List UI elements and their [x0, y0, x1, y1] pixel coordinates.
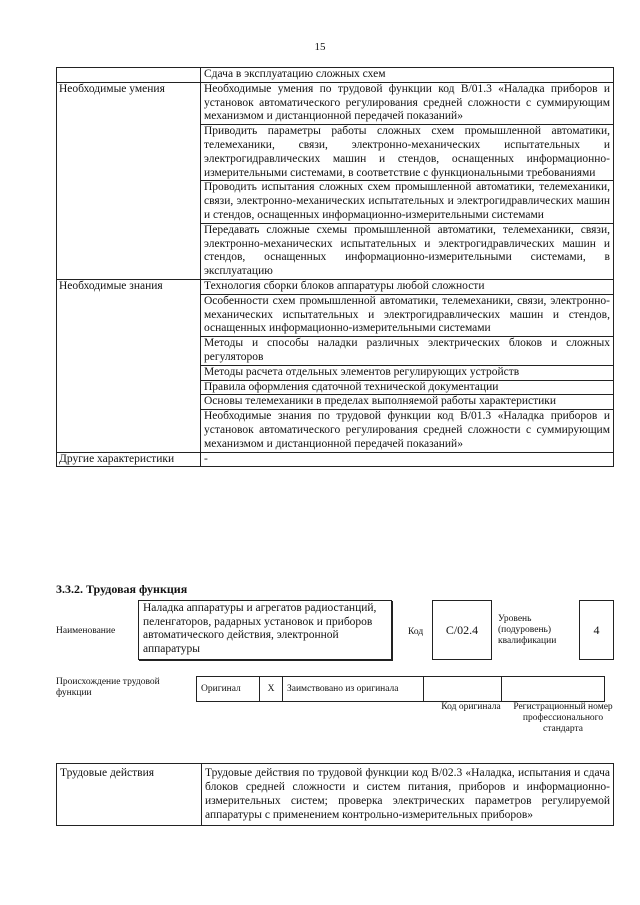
row-text: Методы расчета отдельных элементов регулирующих устройств — [201, 365, 614, 380]
table-row — [57, 82, 614, 124]
function-name-box: Наладка аппаратуры и агрегатов радиостанций, пеленгаторов, радарных установок и приборов автоматического действия, электронной аппаратуры — [138, 600, 392, 660]
actions-text: Трудовые действия по трудовой функции код В/02.3 «Наладка, испытания и сдача блоков средней сложности и систем питания, приборов и информационно-измерительных систем; проверка электрических параметров регулируемой аппаратуры с применением контрольно-измерительных приборов» — [202, 764, 614, 826]
section-heading: 3.3.2. Трудовая функция — [56, 582, 188, 596]
code-caption: Код оригинала — [441, 702, 501, 712]
table-row — [57, 452, 614, 467]
level-label: Уровень (подуровень) квалификации — [498, 614, 557, 646]
row-text: Необходимые умения по трудовой функции код В/01.3 «Наладка приборов и установок автоматического регулирования средней сложности с суммирующим механизмом и дистанционной передачей показаний» — [201, 82, 614, 124]
table-row — [57, 68, 614, 83]
row-text: Технология сборки блоков аппаратуры любой сложности — [201, 279, 614, 294]
row-text: Необходимые знания по трудовой функции код В/01.3 «Наладка приборов и установок автоматического регулирования средней сложности с суммирующим механизмом и дистанционной передачей показаний» — [201, 410, 614, 452]
borrowed-label: Заимствовано из оригинала — [283, 677, 424, 702]
row-label: Необходимые умения — [57, 82, 201, 279]
row-text: Проводить испытания сложных схем промышленной автоматики, телемеханики, связи, электронно-механических испытательных и электрогидравлических машин и стендов, оснащенных информационно-измерительными системами — [201, 181, 614, 223]
origin-code-cell — [424, 677, 502, 702]
row-text: - — [201, 452, 614, 467]
row-text: Передавать сложные схемы промышленной автоматики, телемеханики, связи, электронно-механических испытательных и электрогидравлических машин и стендов, оснащенных информационно-измерительными системами, в эксплуатацию — [201, 223, 614, 279]
table-row — [57, 764, 614, 826]
row-label — [57, 68, 201, 83]
row-label: Необходимые знания — [57, 279, 201, 452]
origin-table — [196, 676, 605, 702]
original-label: Оригинал — [197, 677, 260, 702]
name-label: Наименование — [56, 626, 116, 636]
reg-caption: Регистрационный номер профессионального стандарта — [513, 702, 613, 734]
table-row — [57, 279, 614, 294]
row-label: Другие характеристики — [57, 452, 201, 467]
row-text: Основы телемеханики в пределах выполняемой работы характеристики — [201, 395, 614, 410]
code-label: Код — [408, 627, 424, 637]
row-text: Правила оформления сдаточной технической документации — [201, 380, 614, 395]
table-row — [197, 677, 605, 702]
page-number: 15 — [314, 41, 326, 53]
row-text: Сдача в эксплуатацию сложных схем — [201, 68, 614, 83]
actions-label: Трудовые действия — [57, 764, 202, 826]
competency-table — [56, 67, 614, 467]
row-text: Особенности схем промышленной автоматики, телемеханики, связи, электронно-механических испытательных и электрогидравлических машин и стендов, оснащенных информационно-измерительными системами — [201, 294, 614, 336]
row-text: Приводить параметры работы сложных схем промышленной автоматики, телемеханики, связи, электронно-механических испытательных и электрогидравлических машин и стендов, оснащенных информационно-измерительными системами, в соответствие с функциональными требованиями — [201, 125, 614, 181]
row-text: Методы и способы наладки различных электрических блоков и сложных регуляторов — [201, 337, 614, 366]
reg-number-cell — [502, 677, 605, 702]
level-box: 4 — [579, 600, 614, 660]
original-mark: X — [260, 677, 283, 702]
function-code-box: С/02.4 — [432, 600, 492, 660]
actions-table — [56, 763, 614, 826]
origin-label: Происхождение трудовой функции — [56, 677, 160, 698]
